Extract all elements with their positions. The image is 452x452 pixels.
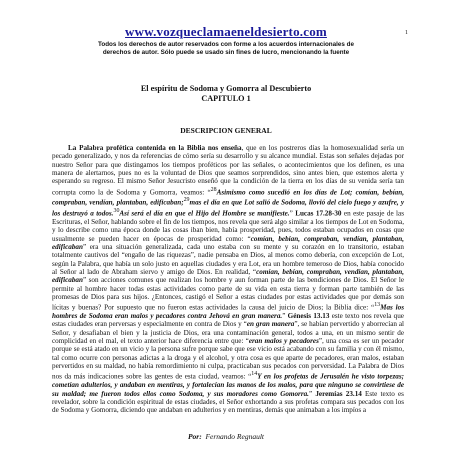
quote-text: en gran manera xyxy=(246,320,295,329)
quote-text: comían, bebían, compraban, vendían, plantaban, edificaban xyxy=(52,234,405,251)
body-text: ”, se habían pervertido y aborrecían al Señor, y desafiaban el bien y la justicia de Dios, era una contaminación general, todos a una, en un mismo sentir de complicidad en el mal, el texto anterior hace diferencia entre que: “ xyxy=(52,320,405,346)
quote-text: Mas los hombres de Sodoma eran malos y pecadores contra Jehová en gran manera. xyxy=(52,303,404,321)
scripture-reference: Lucas 17.28-30 xyxy=(295,209,342,218)
section-heading: DESCRIPCION GENERAL xyxy=(180,126,272,135)
body-text: , que en los postreros días la homosexualidad sería un pecado generalizado, y nos da referencias de cómo sería su desarrollo y su alcance mundial. Estas son señales dejadas por nuestro Señor para que distingamos los tiempos proféticos por las señales, o acontecimientos que los definen, es una manera de alertarnos, pues no es la voluntad de Dios que seamos sorprendidos, sino antes bien, que estemos alerta y esperando su regreso. El mismo Señor Jesucristo enseñó que la condición de la tierra en los días de su venida sería tan corrupta como la de Sodoma y Gomorra, veamos: “ xyxy=(52,144,404,197)
page-number: 1 xyxy=(405,30,408,36)
body-paragraph: La Palabra profética contenida en la Biblia nos enseña, que en los postreros días la homosexualidad sería un pecado generalizado, y nos da referencias de cómo sería su desarrollo y su alcance mundial. Estas son señales dejadas por nuestro Señor para que distingamos los tiempos proféticos por las señales, o acontecimientos que los definen, es una manera de alertarnos, pues no es la voluntad de Dios que seamos sorprendidos, sino antes bien, que estemos alerta y esperando su regreso. El mismo Señor Jesucristo enseñó que la condición de la tierra en los días de su venida sería tan corrupta como la de Sodoma y Gomorra, veamos: “$^{28}$Asimismo como sucedió en los días de Lot; comían, bebían, compraban, vendían, plantaban, edificaban;$^{29}$mas el día en que Lot salió de Sodoma, llovió del cielo fuego y azufre, y los destruyó a todos.$^{30}$Así será el día en que el Hijo del Hombre se manifieste.” Lucas 17.28-30 en este pasaje de las Escrituras, el Señor, hablando sobre el fin de los tiempos, nos revela que será algo similar a los tiempos de Lot en Sodoma, y lo describe como una época donde las cosas iban bien, había prosperidad, pues, todos estaban ocupados en cosas que usualmente se pueden hacer en épocas de prosperidad como: “comían, bebían, compraban, vendían, plantaban, edificaban” era una situación generalizada, cada uno estaba con su mente y su corazón en lo transitorio, estaban totalmente cautivos del “engaño de las riquezas”, nadie pensaba en Dios, al menos como debería, con excepción de Lot, según la Palabra, que había un solo justo en aquellas ciudades y era Lot, era un hombre temeroso de Dios, había conocido al Señor al lado de Abraham siervo y amigo de Dios. En realidad, “comían, bebían, compraban, vendían, plantaban, edificaban” son acciones comunes que realizan los hombre y aun forman parte de las bendiciones de Dios. El Señor le permite al hombre hacer todas estas actividades como parte de su vida en esta tierra y forman parte también de las promesas de Dios para sus hijos. ¿Entonces, castigó el Señor a estas ciudades por estas actividades que por demás son lícitas y buenas? Por supuesto que no fueron estas actividades la causa del juicio de Dios; la Biblia dice: “$^{13}$Mas los hombres de Sodoma eran malos y pecadores contra Jehová en gran manera.” Génesis 13.13 este texto nos revela que estas ciudades eran perversas y especialmente en contra de Dios y “en gran manera”, se habían pervertido y aborrecían al Señor, y desafiaban el bien y la justicia de Dios, era una contaminación general, todos a una, en un mismo sentir de complicidad en el mal, el texto anterior hace diferencia entre que: “eran malos y pecadores”, una cosa es ser un pecador porque se está atado en un vicio y la persona sufre porque sabe que ese vicio está acabando con su familia y con él mismo, tal como ocurre con personas adictas a la droga y el alcohol, y otra cosa es que aparte de pecadores, eran malos, estaban pervertidos en su maldad, no había remordimiento ni culpa, practicaban sus pecados con perversidad. La Palabra de Dios nos da más indicaciones sobre las gentes de esta ciudad, veamos: “$^{14}$Y en los profetas de Jerusalén he visto torpezas; cometían adulterios, y andaban en mentiras, y fortalecían las manos de los malos, para que ninguno se convirtiese de su maldad; me fueron todos ellos como Sodoma, y sus moradores como Gomorra.” Jeremías 23.14 Este texto es revelador, sobre la condición espiritual de estas ciudades, el Señor exhortando a sus profetas compara sus pecados con los de Sodoma y Gomorra, diciendo que andaban en adulterios y en mentiras, demás que animaban a los impíos a xyxy=(52,144,405,415)
author-name: Fernando Regnault xyxy=(205,432,265,441)
quote-text: Así será el día en que el Hijo del Hombre se manifieste. xyxy=(119,209,290,218)
body-text: ”, una cosa es ser un pecador porque se está atado en un vicio y la persona sufre porque sabe que ese vicio está acabando con su familia y con él mismo, tal como ocurre con personas adictas a la droga y el alcohol, y otra cosa es que aparte de pecadores, eran malos, estaban pervertidos en su maldad, no había remordimiento ni culpa, practicaban sus pecados con perversidad. La Palabra de Dios nos da más indicaciones sobre las gentes de esta ciudad, veamos: “ xyxy=(52,337,404,381)
quote-text: comían, bebían, compraban, vendían, plantaban, edificaban xyxy=(52,267,404,285)
quote-text: eran malos y pecadores xyxy=(248,337,319,346)
quote-text: Y en los profetas de Jerusalén he visto torpezas; cometían adulterios, y andaban en mentiras, y fortalecían las manos de los malos, para que ninguno se convirtiese de su maldad; me fueron todos ellos como Sodoma, y sus moradores como Gomorra. xyxy=(52,372,404,398)
copyright-notice xyxy=(70,41,382,56)
body-text: Este texto es revelador, sobre la condición espiritual de estas ciudades, el Señor exhortando a sus profetas compara sus pecados con los de Sodoma y Gomorra, diciendo que andaban en adulterios y en mentiras, demás que animaban a los impíos a xyxy=(52,389,404,415)
site-url-link[interactable]: www.vozqueclamaeneldesierto.com xyxy=(125,24,327,39)
quote-text: Asimismo como sucedió en los días de Lot; comían, bebían, compraban, vendían, plantaban, edificaban; xyxy=(52,188,404,207)
title-line-1: El espíritu de Sodoma y Gomorra al Descubierto xyxy=(140,84,312,93)
body-text: este texto nos revela que estas ciudades eran perversas y especialmente en contra de Dios y “ xyxy=(52,312,404,329)
verse-number: 13 xyxy=(374,302,381,309)
chapter-heading: CAPITULO 1 xyxy=(201,93,251,103)
lead-sentence: La Palabra profética contenida en la Biblia nos enseña xyxy=(68,144,242,152)
verse-number: 14 xyxy=(251,371,258,378)
author-label: Por: xyxy=(187,432,202,441)
body-text: ” era una situación generalizada, cada uno estaba con su mente y su corazón en lo transitorio, estaban totalmente cautivos del “engaño de las riquezas”, nadie pensaba en Dios, al menos como debería, con excepción de Lot, según la Palabra, que había un solo justo en aquellas ciudades y era Lot, era un hombre temeroso de Dios, había conocido al Señor al lado de Abraham siervo y amigo de Dios. En realidad, “ xyxy=(52,242,404,276)
verse-number: 29 xyxy=(183,197,190,204)
scripture-reference: Génesis 13.13 xyxy=(287,312,330,321)
author-line xyxy=(0,432,452,441)
body-text: ” son acciones comunes que realizan los hombre y aun forman parte de las bendiciones de Dios. El Señor le permite al hombre hacer todas estas actividades como parte de su vida en esta tierra y forman parte también de las promesas de Dios para sus hijos. ¿Entonces, castigó el Señor a estas ciudades por estas actividades que por demás son lícitas y buenas? Por supuesto que no fueron estas actividades la causa del juicio de Dios; la Biblia dice: “ xyxy=(52,276,404,312)
copyright-line-1: Todos los derechos de autor reservados con forme a los acuerdos internacionales de xyxy=(97,41,355,48)
verse-number: 28 xyxy=(210,186,217,193)
scripture-reference: Jeremías 23.14 xyxy=(315,389,362,398)
copyright-line-2: derechos de autor. Sólo puede se usado sin fines de lucro, mencionando la fuente xyxy=(102,48,350,56)
verse-number: 30 xyxy=(113,208,120,215)
quote-text: mas el día en que Lot salió de Sodoma, llovió del cielo fuego y azufre, y los destruyó a todos. xyxy=(52,198,404,218)
body-text: en este pasaje de las Escrituras, el Señor, hablando sobre el fin de los tiempos, nos revela que será algo similar a los tiempos de Lot en Sodoma, y lo describe como una época donde las cosas iban bien, había prosperidad, pues, todos estaban ocupados en cosas que usualmente se pueden hacer en épocas de prosperidad como: “ xyxy=(52,209,404,243)
document-title xyxy=(0,84,452,103)
